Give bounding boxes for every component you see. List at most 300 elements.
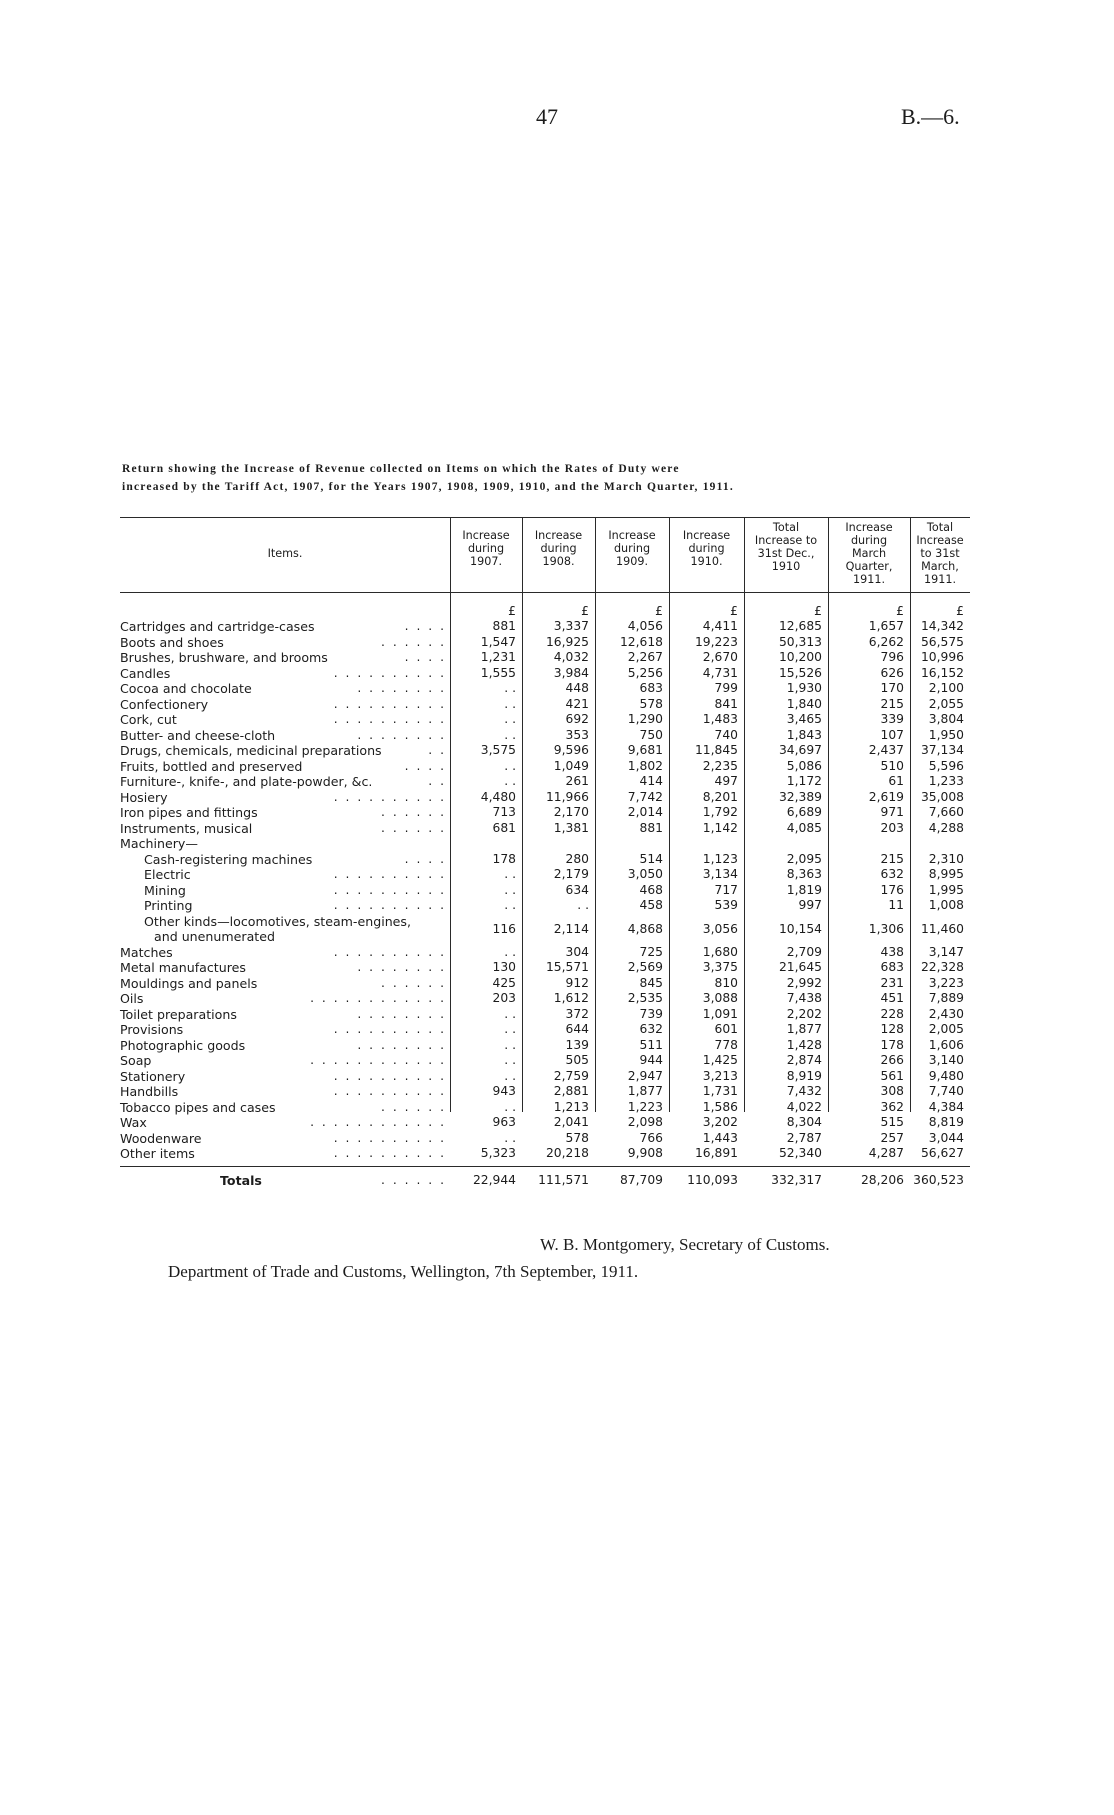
value-cell: 10,996 bbox=[920, 650, 964, 664]
value-cell: 1,586 bbox=[702, 1099, 738, 1114]
value-cell: 10,154 bbox=[778, 922, 822, 936]
value-cell: 717 bbox=[714, 882, 738, 897]
value-cell: 4,411 bbox=[702, 619, 738, 633]
value-cell: 2,437 bbox=[868, 743, 904, 757]
column-header-line: March, bbox=[921, 560, 959, 573]
leader-dots: . . . . . . . . . . bbox=[333, 665, 446, 680]
column-header-line: 1908. bbox=[542, 555, 575, 568]
value-cell: 561 bbox=[880, 1068, 904, 1083]
value-cell: 912 bbox=[565, 975, 589, 990]
value-cell: 1,428 bbox=[786, 1037, 822, 1052]
value-cell: 4,384 bbox=[928, 1099, 964, 1114]
total-value-cell: 332,317 bbox=[771, 1172, 822, 1187]
value-cell: 3,223 bbox=[928, 975, 964, 990]
column-header-c6 bbox=[828, 521, 910, 586]
item-label: Photographic goods bbox=[120, 1037, 246, 1053]
value-cell: 2,100 bbox=[928, 681, 964, 695]
value-cell: 3,465 bbox=[786, 712, 822, 726]
item-label-continued: and unenumerated bbox=[154, 929, 275, 944]
value-cell: 7,432 bbox=[786, 1084, 822, 1098]
column-header-c4 bbox=[669, 529, 744, 568]
value-cell: 372 bbox=[565, 1006, 589, 1021]
value-cell: 7,740 bbox=[928, 1084, 964, 1098]
value-cell: 14,342 bbox=[920, 619, 964, 633]
column-header-line: March bbox=[851, 547, 887, 560]
column-header-line: during bbox=[540, 542, 577, 555]
leader-dots: . . . . . . . . . . bbox=[333, 867, 446, 881]
value-cell: . . bbox=[504, 882, 516, 897]
value-cell: 421 bbox=[565, 696, 589, 711]
value-cell: 8,363 bbox=[786, 867, 822, 881]
value-cell: 1,008 bbox=[928, 898, 964, 912]
column-header-line: Total bbox=[926, 521, 954, 534]
value-cell: 644 bbox=[565, 1022, 589, 1036]
value-cell: 997 bbox=[798, 898, 822, 912]
value-cell: 766 bbox=[639, 1130, 663, 1145]
value-cell: 1,233 bbox=[928, 774, 964, 788]
value-cell: 2,055 bbox=[928, 696, 964, 711]
value-cell: 1,930 bbox=[786, 681, 822, 695]
leader-dots: . . . . . . . . . . bbox=[333, 712, 446, 726]
value-cell: 799 bbox=[714, 681, 738, 695]
item-label: Electric bbox=[144, 867, 191, 882]
leader-dots: . . . . . . . . . . . . bbox=[310, 1115, 446, 1129]
value-cell: 4,480 bbox=[480, 789, 516, 804]
value-cell: 2,709 bbox=[786, 944, 822, 959]
value-cell: 713 bbox=[492, 805, 516, 819]
department-date-line: Department of Trade and Customs, Wellington, 7th September, 1911. bbox=[168, 1262, 639, 1281]
value-cell: 1,172 bbox=[786, 774, 822, 788]
value-cell: 438 bbox=[880, 944, 904, 959]
value-cell: . . bbox=[504, 1006, 516, 1021]
value-cell: 2,535 bbox=[627, 991, 663, 1005]
value-cell: 1,223 bbox=[627, 1099, 663, 1114]
value-cell: 2,014 bbox=[627, 805, 663, 819]
value-cell: 3,375 bbox=[702, 960, 738, 974]
value-cell: 139 bbox=[565, 1037, 589, 1052]
value-cell: 3,088 bbox=[702, 991, 738, 1005]
column-header-line: Increase bbox=[916, 534, 964, 547]
value-cell: 3,140 bbox=[928, 1053, 964, 1067]
column-header-line: 1911. bbox=[923, 573, 957, 586]
value-cell: 634 bbox=[565, 882, 589, 897]
value-cell: 4,085 bbox=[786, 820, 822, 835]
value-cell: . . bbox=[504, 1053, 516, 1067]
value-cell: . . bbox=[504, 681, 516, 695]
leader-dots: . . . . . . bbox=[381, 1099, 446, 1114]
value-cell: 3,575 bbox=[480, 743, 516, 757]
value-cell: 61 bbox=[888, 774, 904, 788]
value-cell: 683 bbox=[880, 960, 904, 974]
value-cell: 19,223 bbox=[694, 634, 738, 649]
value-cell: 257 bbox=[880, 1130, 904, 1145]
leader-dots: . . . . . . . . . . bbox=[333, 1130, 446, 1145]
value-cell: 32,389 bbox=[778, 789, 822, 804]
value-cell: 16,925 bbox=[545, 634, 589, 649]
leader-dots: . . . . bbox=[404, 851, 446, 866]
item-label: Wax bbox=[120, 1115, 147, 1130]
value-cell: 1,877 bbox=[627, 1084, 663, 1098]
column-header-line: 1909. bbox=[615, 555, 649, 568]
value-cell: 6,689 bbox=[786, 805, 822, 819]
column-header-line: to 31st bbox=[920, 547, 960, 560]
column-header-c3 bbox=[595, 529, 669, 568]
value-cell: 1,995 bbox=[928, 882, 964, 897]
value-cell: 796 bbox=[880, 650, 904, 664]
value-cell: 739 bbox=[639, 1006, 663, 1021]
value-cell: 308 bbox=[880, 1084, 904, 1098]
value-cell: 4,056 bbox=[627, 619, 663, 633]
value-cell: 107 bbox=[880, 727, 904, 742]
value-cell: 4,731 bbox=[702, 665, 738, 680]
column-header-line: Increase bbox=[462, 529, 510, 542]
value-cell: 3,213 bbox=[702, 1068, 738, 1083]
value-cell: 1,792 bbox=[702, 805, 738, 819]
value-cell: 1,555 bbox=[480, 665, 516, 680]
value-cell: 34,697 bbox=[778, 743, 822, 757]
value-cell: 1,802 bbox=[627, 758, 663, 773]
value-cell: 632 bbox=[880, 867, 904, 881]
value-cell: 362 bbox=[880, 1099, 904, 1114]
item-label: Other items bbox=[120, 1146, 195, 1161]
value-cell: 16,152 bbox=[920, 665, 964, 680]
currency-symbol: £ bbox=[814, 604, 822, 618]
value-cell: 280 bbox=[565, 851, 589, 866]
leader-dots: . . . . . . bbox=[381, 634, 446, 649]
value-cell: 5,086 bbox=[786, 758, 822, 773]
column-header-items: Items. bbox=[267, 547, 303, 560]
value-cell: 178 bbox=[492, 851, 516, 866]
value-cell: 2,114 bbox=[553, 922, 589, 936]
item-label: Drugs, chemicals, medicinal preparations bbox=[120, 743, 382, 758]
item-label: Mouldings and panels bbox=[120, 975, 258, 991]
value-cell: 425 bbox=[492, 975, 516, 990]
value-cell: 414 bbox=[639, 774, 663, 788]
value-cell: 2,170 bbox=[553, 805, 589, 819]
item-label: Furniture-, knife-, and plate-powder, &c. bbox=[120, 774, 373, 789]
item-label: Other kinds—locomotives, steam-engines, bbox=[144, 913, 411, 929]
value-cell: 2,569 bbox=[627, 960, 663, 974]
value-cell: 578 bbox=[639, 696, 663, 711]
value-cell: 2,041 bbox=[553, 1115, 589, 1129]
value-cell: 37,134 bbox=[920, 743, 964, 757]
value-cell: 2,267 bbox=[627, 650, 663, 664]
value-cell: 778 bbox=[714, 1037, 738, 1052]
column-header-line: 1910. bbox=[690, 555, 723, 568]
value-cell: 448 bbox=[565, 681, 589, 695]
column-header-line: 1910 bbox=[771, 560, 801, 573]
table-title-line-1: Return showing the Increase of Revenue collected on Items on which the Rates of Duty were bbox=[122, 463, 680, 475]
value-cell: 304 bbox=[565, 944, 589, 959]
value-cell: 1,049 bbox=[553, 758, 589, 773]
value-cell: . . bbox=[504, 898, 516, 912]
leader-dots: . . . . . . bbox=[381, 805, 446, 819]
value-cell: 511 bbox=[639, 1037, 663, 1052]
value-cell: 10,200 bbox=[778, 650, 822, 664]
value-cell: . . bbox=[504, 727, 516, 742]
value-cell: 35,008 bbox=[920, 789, 964, 804]
value-cell: 578 bbox=[565, 1130, 589, 1145]
column-header-line: 31st Dec., bbox=[757, 547, 815, 560]
value-cell: 2,787 bbox=[786, 1130, 822, 1145]
value-cell: 11,845 bbox=[694, 743, 738, 757]
column-header-line: during bbox=[688, 542, 725, 555]
value-cell: 3,044 bbox=[928, 1130, 964, 1145]
value-cell: 2,202 bbox=[786, 1006, 822, 1021]
table-title-line-2: increased by the Tariff Act, 1907, for the Years 1907, 1908, 1909, 1910, and the March Quarter, 1911. bbox=[122, 481, 734, 493]
value-cell: 810 bbox=[714, 975, 738, 990]
signatory-line: W. B. Montgomery, Secretary of Customs. bbox=[540, 1235, 830, 1254]
value-cell: 1,657 bbox=[868, 619, 904, 633]
value-cell: 5,256 bbox=[627, 665, 663, 680]
leader-dots: . . . . . . . . bbox=[357, 1037, 446, 1052]
leader-dots: . . . . . . . . . . bbox=[333, 696, 446, 711]
totals-rule bbox=[120, 1166, 970, 1167]
item-label: Provisions bbox=[120, 1022, 184, 1037]
value-cell: 2,619 bbox=[868, 789, 904, 804]
value-cell: 1,843 bbox=[786, 727, 822, 742]
value-cell: 8,201 bbox=[702, 789, 738, 804]
value-cell: 943 bbox=[492, 1084, 516, 1098]
value-cell: . . bbox=[504, 1099, 516, 1114]
value-cell: 4,287 bbox=[868, 1146, 904, 1160]
value-cell: 3,050 bbox=[627, 867, 663, 881]
total-value-cell: 28,206 bbox=[860, 1172, 904, 1187]
leader-dots: . . . . bbox=[404, 650, 446, 664]
column-header-c5 bbox=[744, 521, 828, 573]
totals-label: Totals bbox=[220, 1172, 262, 1188]
value-cell: 683 bbox=[639, 681, 663, 695]
value-cell: 8,304 bbox=[786, 1115, 822, 1129]
value-cell: 1,123 bbox=[702, 851, 738, 866]
value-cell: . . bbox=[504, 1037, 516, 1052]
value-cell: 9,480 bbox=[928, 1068, 964, 1083]
value-cell: 2,759 bbox=[553, 1068, 589, 1083]
value-cell: 261 bbox=[565, 774, 589, 788]
value-cell: 9,596 bbox=[553, 743, 589, 757]
value-cell: 3,134 bbox=[702, 867, 738, 881]
value-cell: 1,290 bbox=[627, 712, 663, 726]
column-header-line: Quarter, bbox=[845, 560, 893, 573]
value-cell: 451 bbox=[880, 991, 904, 1005]
item-label: Machinery— bbox=[120, 836, 198, 851]
value-cell: 1,142 bbox=[702, 820, 738, 835]
value-cell: 2,005 bbox=[928, 1022, 964, 1036]
value-cell: 1,819 bbox=[786, 882, 822, 897]
value-cell: 15,526 bbox=[778, 665, 822, 680]
leader-dots: . . . . . . . . . . bbox=[333, 789, 446, 804]
value-cell: 50,313 bbox=[778, 634, 822, 649]
leader-dots: . . . . . . . . . . bbox=[333, 1146, 446, 1160]
value-cell: 20,218 bbox=[545, 1146, 589, 1160]
value-cell: 11,966 bbox=[545, 789, 589, 804]
leader-dots: . . . . . . bbox=[381, 1172, 446, 1187]
value-cell: 1,950 bbox=[928, 727, 964, 742]
item-label: Printing bbox=[144, 898, 193, 913]
value-cell: . . bbox=[504, 712, 516, 726]
value-cell: 681 bbox=[492, 820, 516, 835]
item-label: Toilet preparations bbox=[120, 1006, 237, 1022]
value-cell: 21,645 bbox=[778, 960, 822, 974]
value-cell: 4,288 bbox=[928, 820, 964, 835]
value-cell: 215 bbox=[880, 851, 904, 866]
value-cell: 231 bbox=[880, 975, 904, 990]
leader-dots: . . . . . . . . bbox=[357, 681, 446, 695]
value-cell: 1,840 bbox=[786, 696, 822, 711]
page-number: 47 bbox=[536, 104, 558, 129]
item-label: Cork, cut bbox=[120, 712, 177, 727]
value-cell: 1,731 bbox=[702, 1084, 738, 1098]
value-cell: 497 bbox=[714, 774, 738, 788]
item-label: Iron pipes and fittings bbox=[120, 805, 258, 820]
column-header-line: Total bbox=[772, 521, 800, 534]
table-top-rule bbox=[120, 517, 970, 518]
leader-dots: . . . . bbox=[404, 619, 446, 633]
value-cell: 1,483 bbox=[702, 712, 738, 726]
value-cell: 3,202 bbox=[702, 1115, 738, 1129]
value-cell: 6,262 bbox=[868, 634, 904, 649]
item-label: Cartridges and cartridge-cases bbox=[120, 619, 315, 634]
value-cell: 515 bbox=[880, 1115, 904, 1129]
value-cell: 2,235 bbox=[702, 758, 738, 773]
value-cell: 539 bbox=[714, 898, 738, 912]
item-label: Candles bbox=[120, 665, 171, 681]
value-cell: 1,231 bbox=[480, 650, 516, 664]
value-cell: 2,179 bbox=[553, 867, 589, 881]
leader-dots: . . bbox=[428, 743, 446, 757]
leader-dots: . . . . . . . . . . bbox=[333, 944, 446, 959]
leader-dots: . . . . . . . . . . bbox=[333, 1022, 446, 1036]
column-header-c1 bbox=[450, 529, 522, 568]
value-cell: 339 bbox=[880, 712, 904, 726]
value-cell: . . bbox=[577, 898, 589, 912]
value-cell: . . bbox=[504, 774, 516, 788]
item-label: Mining bbox=[144, 882, 186, 898]
column-header-line: Increase to bbox=[754, 534, 818, 547]
value-cell: 4,022 bbox=[786, 1099, 822, 1114]
value-cell: 3,984 bbox=[553, 665, 589, 680]
value-cell: 3,147 bbox=[928, 944, 964, 959]
value-cell: 130 bbox=[492, 960, 516, 974]
value-cell: 2,095 bbox=[786, 851, 822, 866]
currency-symbol: £ bbox=[581, 604, 589, 618]
value-cell: 841 bbox=[714, 696, 738, 711]
total-value-cell: 22,944 bbox=[472, 1172, 516, 1187]
value-cell: 1,680 bbox=[702, 944, 738, 959]
value-cell: 725 bbox=[639, 944, 663, 959]
value-cell: 514 bbox=[639, 851, 663, 866]
value-cell: 692 bbox=[565, 712, 589, 726]
value-cell: 2,992 bbox=[786, 975, 822, 990]
value-cell: 8,919 bbox=[786, 1068, 822, 1083]
value-cell: 9,681 bbox=[627, 743, 663, 757]
value-cell: 128 bbox=[880, 1022, 904, 1036]
leader-dots: . . . . . . bbox=[381, 820, 446, 835]
value-cell: 116 bbox=[492, 922, 516, 936]
value-cell: . . bbox=[504, 867, 516, 881]
column-header-line: during bbox=[850, 534, 888, 547]
value-cell: 4,032 bbox=[553, 650, 589, 664]
value-cell: 1,877 bbox=[786, 1022, 822, 1036]
currency-symbol: £ bbox=[508, 604, 516, 618]
value-cell: 266 bbox=[880, 1053, 904, 1067]
value-cell: . . bbox=[504, 1068, 516, 1083]
table-header-rule bbox=[120, 592, 970, 593]
value-cell: 15,571 bbox=[545, 960, 589, 974]
value-cell: 963 bbox=[492, 1115, 516, 1129]
value-cell: 1,381 bbox=[553, 820, 589, 835]
value-cell: 11 bbox=[888, 898, 904, 912]
item-label: Woodenware bbox=[120, 1130, 202, 1146]
value-cell: 944 bbox=[639, 1053, 663, 1067]
value-cell: 1,606 bbox=[928, 1037, 964, 1052]
item-label: Confectionery bbox=[120, 696, 209, 712]
item-label: Oils bbox=[120, 991, 144, 1006]
value-cell: 750 bbox=[639, 727, 663, 742]
item-label: Matches bbox=[120, 944, 173, 960]
value-cell: 1,443 bbox=[702, 1130, 738, 1145]
value-cell: 510 bbox=[880, 758, 904, 773]
leader-dots: . . . . . . . . . . bbox=[333, 1068, 446, 1083]
total-value-cell: 111,571 bbox=[538, 1172, 589, 1187]
value-cell: 11,460 bbox=[920, 922, 964, 936]
value-cell: 4,868 bbox=[627, 922, 663, 936]
total-value-cell: 360,523 bbox=[913, 1172, 964, 1187]
value-cell: 178 bbox=[880, 1037, 904, 1052]
value-cell: 170 bbox=[880, 681, 904, 695]
leader-dots: . . . . . . bbox=[381, 975, 446, 990]
value-cell: 176 bbox=[880, 882, 904, 897]
value-cell: . . bbox=[504, 1022, 516, 1036]
value-cell: 2,310 bbox=[928, 851, 964, 866]
value-cell: 8,819 bbox=[928, 1115, 964, 1129]
item-label: Tobacco pipes and cases bbox=[120, 1099, 276, 1115]
leader-dots: . . . . . . . . bbox=[357, 960, 446, 974]
value-cell: 845 bbox=[639, 975, 663, 990]
value-cell: 1,091 bbox=[702, 1006, 738, 1021]
currency-symbol: £ bbox=[956, 604, 964, 618]
currency-symbol: £ bbox=[730, 604, 738, 618]
value-cell: 1,547 bbox=[480, 634, 516, 649]
item-label: Boots and shoes bbox=[120, 634, 224, 650]
item-label: Brushes, brushware, and brooms bbox=[120, 650, 328, 665]
value-cell: 52,340 bbox=[778, 1146, 822, 1160]
value-cell: 228 bbox=[880, 1006, 904, 1021]
value-cell: 881 bbox=[639, 820, 663, 835]
item-label: Hosiery bbox=[120, 789, 168, 805]
item-label: Instruments, musical bbox=[120, 820, 253, 836]
value-cell: 56,627 bbox=[920, 1146, 964, 1160]
value-cell: . . bbox=[504, 758, 516, 773]
value-cell: 16,891 bbox=[694, 1146, 738, 1160]
leader-dots: . . bbox=[428, 774, 446, 788]
leader-dots: . . . . . . . . . . bbox=[333, 1084, 446, 1098]
column-header-line: Increase bbox=[608, 529, 656, 542]
item-label: Handbills bbox=[120, 1084, 179, 1099]
item-label: Butter- and cheese-cloth bbox=[120, 727, 276, 743]
leader-dots: . . . . . . . . . . bbox=[333, 882, 446, 897]
leader-dots: . . . . . . . . . . bbox=[333, 898, 446, 912]
item-label: Soap bbox=[120, 1053, 152, 1068]
item-label: Fruits, bottled and preserved bbox=[120, 758, 303, 774]
value-cell: 881 bbox=[492, 619, 516, 633]
value-cell: 215 bbox=[880, 696, 904, 711]
value-cell: 458 bbox=[639, 898, 663, 912]
value-cell: 505 bbox=[565, 1053, 589, 1067]
value-cell: 601 bbox=[714, 1022, 738, 1036]
total-value-cell: 87,709 bbox=[619, 1172, 663, 1187]
value-cell: 203 bbox=[492, 991, 516, 1005]
